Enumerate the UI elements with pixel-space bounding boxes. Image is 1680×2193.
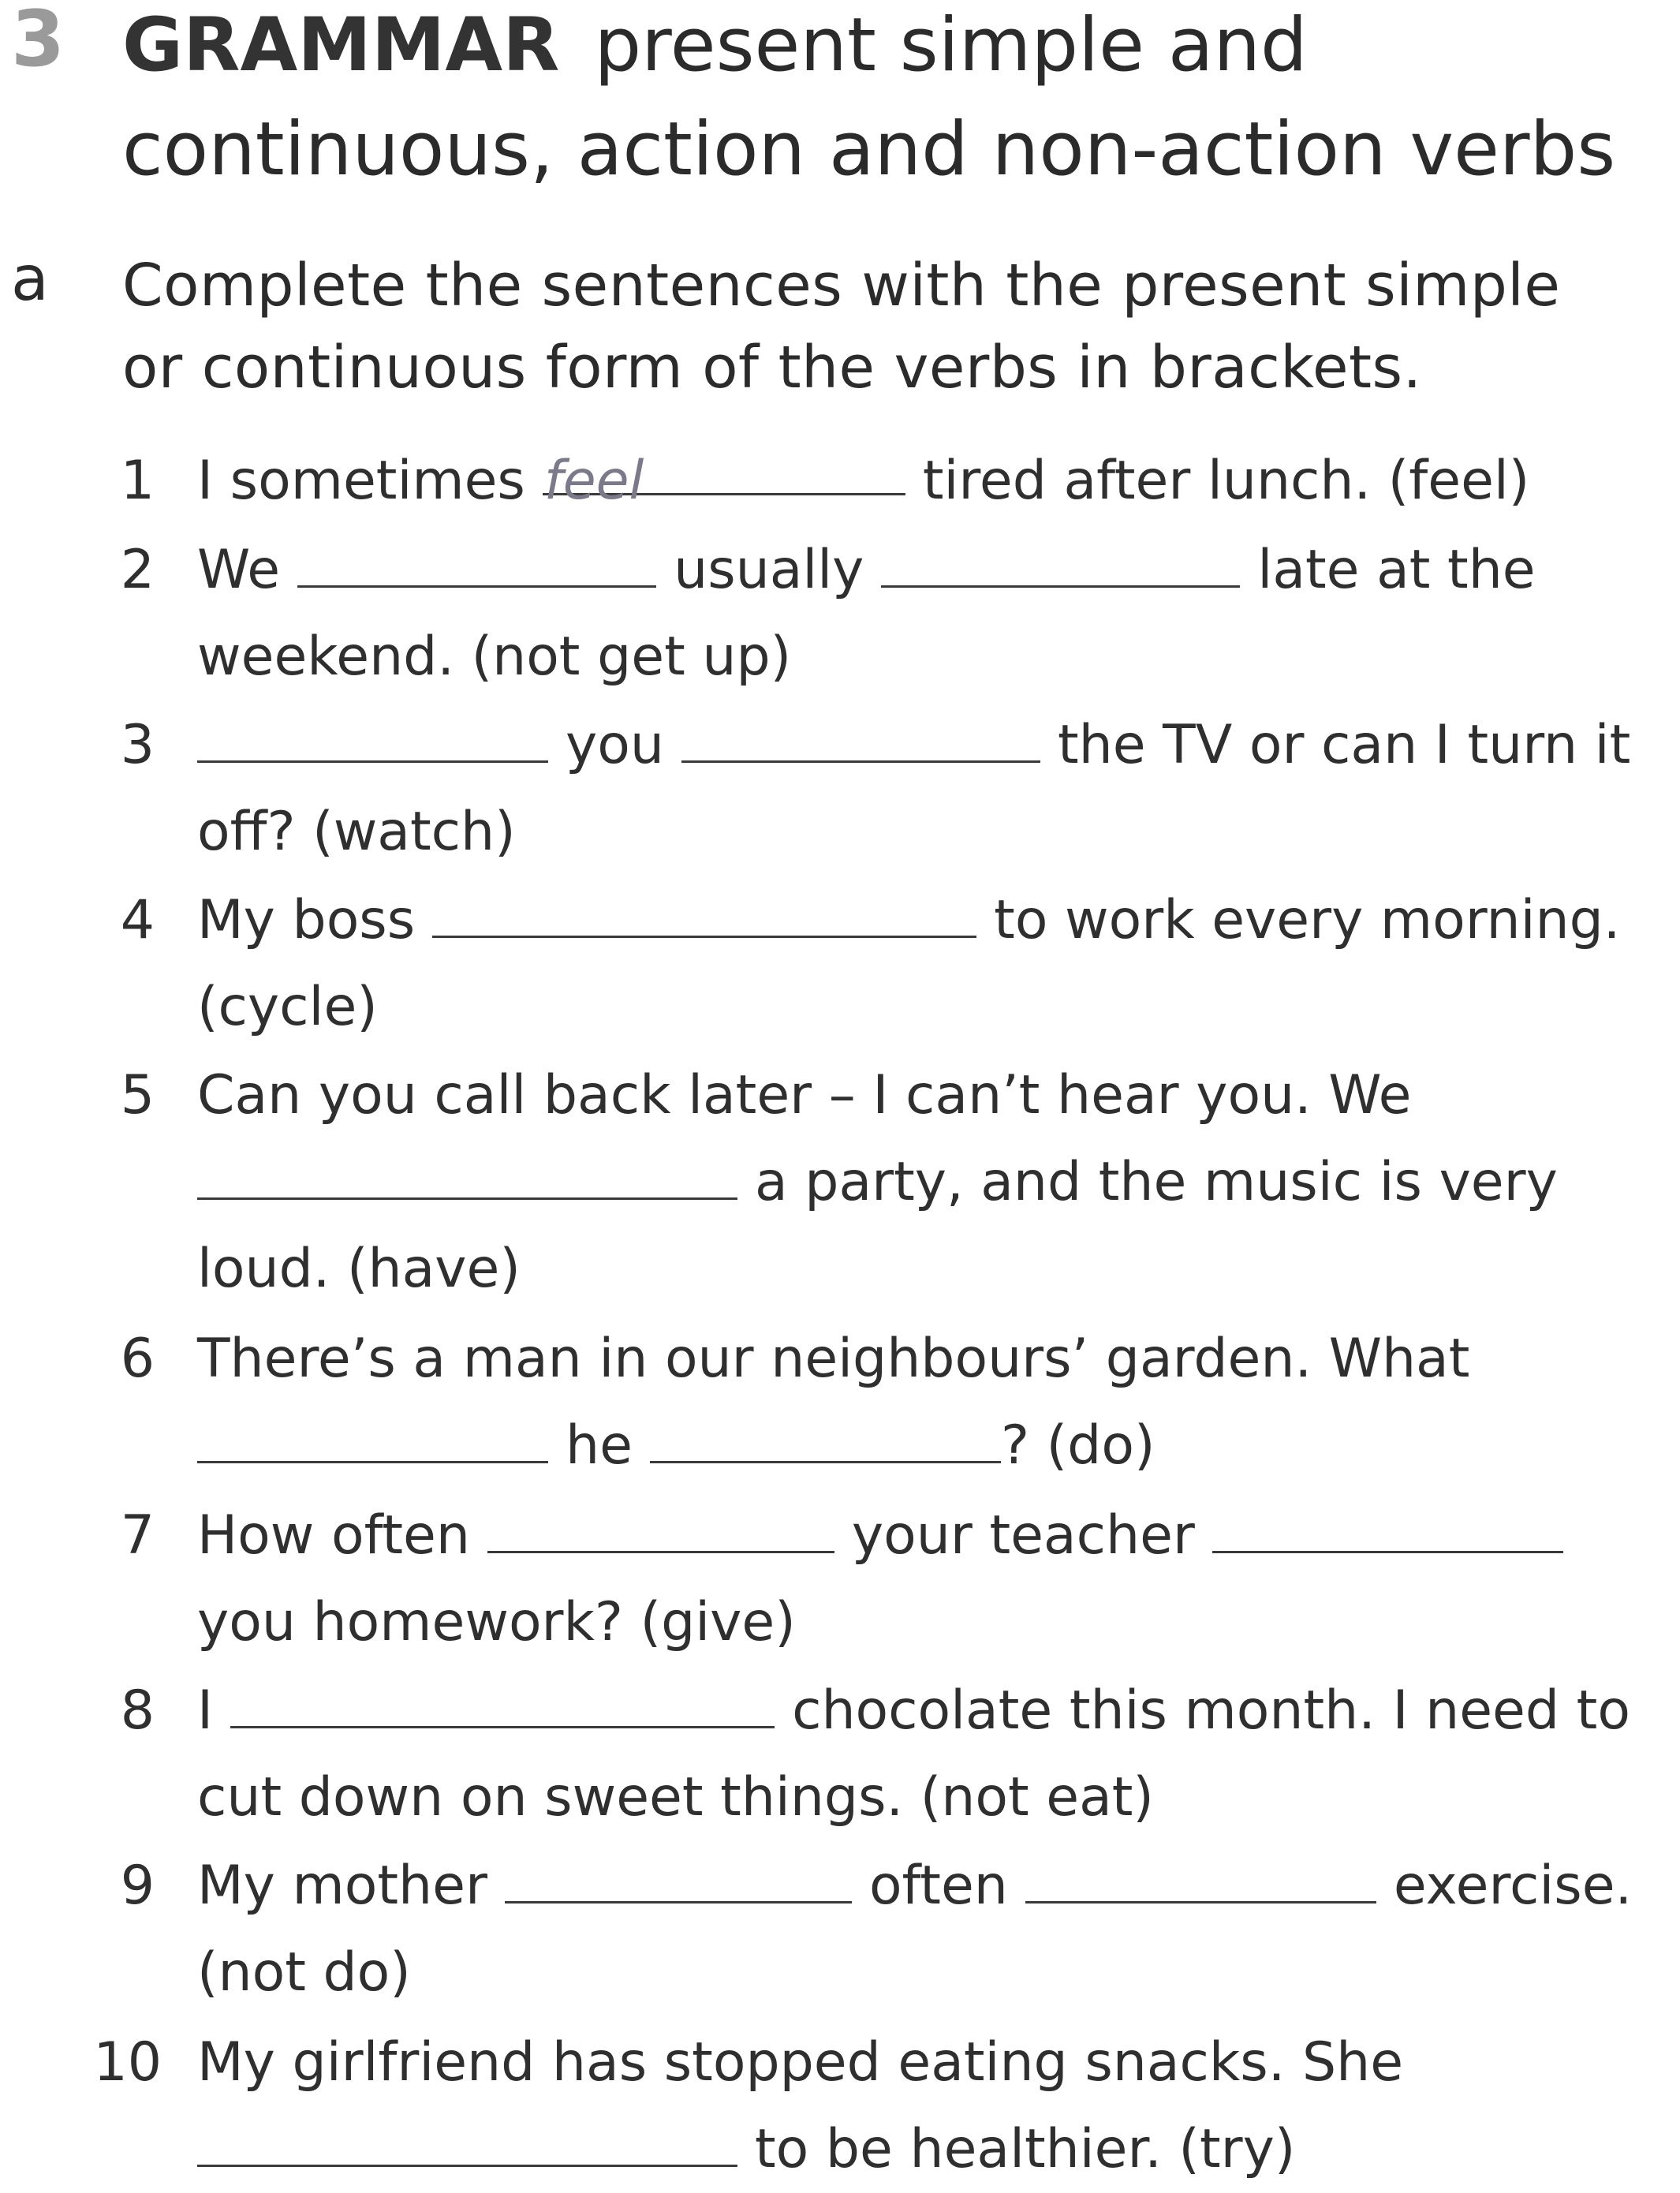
answer-blank-8a[interactable]: [230, 1671, 775, 1728]
item-line: [197, 438, 1529, 525]
item-line: [197, 527, 1536, 614]
answer-blank-2a[interactable]: [297, 530, 656, 588]
item-line-2: (cycle): [197, 976, 378, 1038]
heading-line-1: [122, 0, 1668, 98]
item-text: We: [197, 539, 281, 601]
item-text: exercise.: [1393, 1855, 1633, 1917]
item-text: to be healthier. (try): [755, 2118, 1296, 2180]
exercise-letter: a: [11, 244, 49, 315]
item-number: 5: [120, 1064, 155, 1126]
item-text: he: [566, 1414, 633, 1477]
answer-blank-6b[interactable]: [650, 1406, 1001, 1463]
answer-blank-1a[interactable]: [543, 438, 905, 512]
answer-blank-9b[interactable]: [1025, 1846, 1376, 1903]
item-number: 4: [120, 889, 155, 951]
item-text: How often: [197, 1504, 470, 1567]
instruction-line-1: Complete the sentences with the present simple: [122, 252, 1561, 319]
item-line-2: [197, 1139, 1558, 1226]
item-text: I sometimes: [197, 450, 525, 512]
item-text: My mother: [197, 1855, 487, 1917]
answer-blank-3b[interactable]: [681, 705, 1040, 763]
section-number: 3: [11, 0, 65, 84]
answer-blank-7a[interactable]: [487, 1496, 834, 1553]
item-text: My boss: [197, 889, 416, 951]
item-line-2: (not do): [197, 1941, 411, 2004]
item-text: to work every morning.: [994, 889, 1621, 951]
item-number: 3: [120, 714, 155, 776]
item-text: I: [197, 1679, 214, 1742]
item-line: Can you call back later – I can’t hear you. We: [197, 1064, 1412, 1126]
item-text: you: [566, 714, 664, 776]
section-heading: [122, 0, 1668, 202]
answer-blank-2b[interactable]: [881, 530, 1240, 588]
item-number: 9: [120, 1855, 155, 1917]
example-answer: feel: [543, 450, 644, 512]
answer-blank-4a[interactable]: [432, 880, 976, 938]
item-text: chocolate this month. I need to: [792, 1679, 1630, 1742]
item-text: your teacher: [851, 1504, 1195, 1567]
item-line: [197, 1493, 1563, 1579]
item-text: tired after lunch. (feel): [922, 450, 1530, 512]
section-label: GRAMMAR: [122, 2, 560, 88]
answer-blank-10a[interactable]: [197, 2109, 737, 2167]
item-line-2: cut down on sweet things. (not eat): [197, 1766, 1154, 1829]
answer-blank-7b[interactable]: [1212, 1496, 1563, 1553]
instruction-line-2: or continuous form of the verbs in brackets.: [122, 334, 1422, 402]
item-text: often: [868, 1855, 1008, 1917]
answer-blank-5a[interactable]: [197, 1142, 737, 1200]
item-text: the TV or can I turn it: [1057, 714, 1631, 776]
section-title-line-1: present simple and: [594, 2, 1308, 88]
item-number: 1: [120, 450, 155, 512]
answer-blank-3a[interactable]: [197, 705, 548, 763]
item-line-2: [197, 1403, 1155, 1489]
item-line-3: loud. (have): [197, 1238, 521, 1300]
exercise-instruction: [122, 245, 1668, 409]
item-line: [197, 1843, 1632, 1930]
item-text: ? (do): [1000, 1414, 1155, 1477]
item-line-2: you homework? (give): [197, 1591, 796, 1653]
answer-blank-9a[interactable]: [505, 1846, 852, 1903]
item-line: There’s a man in our neighbours’ garden. What: [197, 1328, 1470, 1390]
item-number: 2: [120, 539, 155, 601]
item-line-2: weekend. (not get up): [197, 626, 792, 688]
item-number: 6: [120, 1328, 155, 1390]
item-text: usually: [674, 539, 864, 601]
item-line: [197, 1668, 1630, 1754]
item-line: My girlfriend has stopped eating snacks. She: [197, 2031, 1404, 2094]
item-number: 8: [120, 1679, 155, 1742]
item-line: [197, 877, 1620, 964]
section-title-line-2: continuous, action and non-action verbs: [122, 106, 1616, 192]
item-line-2: off? (watch): [197, 801, 516, 863]
item-number: 7: [120, 1504, 155, 1567]
item-text: a party, and the music is very: [755, 1151, 1558, 1213]
answer-blank-6a[interactable]: [197, 1406, 548, 1463]
item-number: 10: [93, 2031, 162, 2094]
item-text: late at the: [1257, 539, 1536, 601]
item-line: [197, 702, 1630, 789]
item-line-2: [197, 2106, 1295, 2193]
